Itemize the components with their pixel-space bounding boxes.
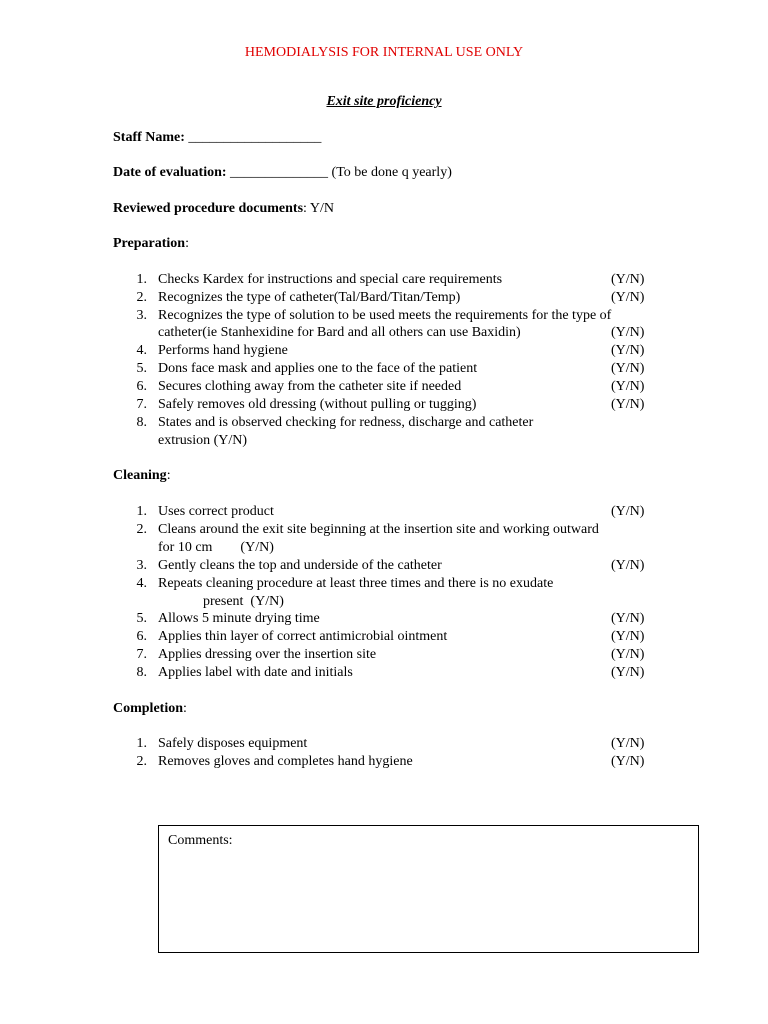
yn-marker: (Y/N) bbox=[611, 290, 645, 305]
preparation-colon: : bbox=[185, 236, 189, 251]
list-item-continuation: present (Y/N) bbox=[203, 594, 284, 609]
list-item-number: 6. bbox=[136, 379, 147, 394]
preparation-heading: Preparation bbox=[113, 236, 186, 251]
list-item-number: 3. bbox=[136, 308, 147, 323]
list-item-continuation: for 10 cm (Y/N) bbox=[158, 540, 274, 555]
list-item-number: 8. bbox=[136, 415, 147, 430]
list-item: Applies thin layer of correct antimicrobial ointment bbox=[158, 629, 448, 644]
yn-marker: (Y/N) bbox=[611, 361, 645, 376]
list-item-number: 1. bbox=[136, 272, 147, 287]
yn-marker: (Y/N) bbox=[611, 736, 645, 751]
section-completion bbox=[113, 701, 187, 717]
completion-colon: : bbox=[183, 701, 187, 716]
document-title: Exit site proficiency bbox=[326, 94, 442, 109]
list-item-number: 1. bbox=[136, 736, 147, 751]
list-item-number: 4. bbox=[136, 576, 147, 591]
list-item: Allows 5 minute drying time bbox=[158, 611, 320, 626]
list-item: Recognizes the type of solution to be used meets the requirements for the type of bbox=[158, 308, 612, 323]
list-item-number: 5. bbox=[136, 361, 147, 376]
list-item-number: 2. bbox=[136, 522, 147, 537]
list-item: Dons face mask and applies one to the face of the patient bbox=[158, 361, 478, 376]
yn-marker: (Y/N) bbox=[611, 647, 645, 662]
list-item: States and is observed checking for redness, discharge and catheter bbox=[158, 415, 534, 430]
list-item: Applies label with date and initials bbox=[158, 665, 353, 680]
list-item: Uses correct product bbox=[158, 504, 274, 519]
list-item: Gently cleans the top and underside of the catheter bbox=[158, 558, 442, 573]
reviewed-value: : Y/N bbox=[303, 201, 335, 216]
cleaning-colon: : bbox=[166, 468, 171, 483]
yn-marker: (Y/N) bbox=[611, 558, 645, 573]
list-item: Performs hand hygiene bbox=[158, 343, 288, 358]
staff-name-label: Staff Name: bbox=[113, 130, 185, 145]
yn-marker: (Y/N) bbox=[611, 343, 645, 358]
reviewed-procedure-field bbox=[113, 201, 334, 217]
list-item: Cleans around the exit site beginning at the insertion site and working outward bbox=[158, 522, 599, 537]
list-item-continuation: extrusion (Y/N) bbox=[158, 433, 248, 448]
list-item-number: 7. bbox=[136, 397, 147, 412]
date-of-evaluation-field bbox=[113, 165, 452, 181]
list-item-number: 1. bbox=[136, 504, 147, 519]
section-preparation bbox=[113, 236, 189, 252]
list-item-number: 2. bbox=[136, 754, 147, 769]
list-item-number: 4. bbox=[136, 343, 147, 358]
list-item: Secures clothing away from the catheter site if needed bbox=[158, 379, 462, 394]
yn-marker: (Y/N) bbox=[611, 504, 645, 519]
comments-box[interactable] bbox=[158, 825, 699, 953]
yn-marker: (Y/N) bbox=[611, 397, 645, 412]
list-item: Safely disposes equipment bbox=[158, 736, 308, 751]
list-item-number: 7. bbox=[136, 647, 147, 662]
section-cleaning bbox=[113, 468, 171, 484]
completion-heading: Completion bbox=[113, 701, 183, 716]
cleaning-heading: Cleaning bbox=[113, 468, 167, 483]
yn-marker: (Y/N) bbox=[611, 272, 645, 287]
list-item-number: 8. bbox=[136, 665, 147, 680]
yn-marker: (Y/N) bbox=[611, 325, 645, 340]
comments-label: Comments: bbox=[168, 833, 233, 848]
reviewed-label: Reviewed procedure documents bbox=[113, 201, 304, 216]
yn-marker: (Y/N) bbox=[611, 629, 645, 644]
list-item: Recognizes the type of catheter(Tal/Bard/Titan/Temp) bbox=[158, 290, 461, 305]
list-item-number: 5. bbox=[136, 611, 147, 626]
document-header: HEMODIALYSIS FOR INTERNAL USE ONLY bbox=[244, 45, 524, 60]
date-label: Date of evaluation: bbox=[113, 165, 227, 180]
list-item: Repeats cleaning procedure at least three times and there is no exudate bbox=[158, 576, 554, 591]
list-item-number: 2. bbox=[136, 290, 147, 305]
date-note: (To be done q yearly) bbox=[331, 165, 452, 180]
yn-marker: (Y/N) bbox=[611, 379, 645, 394]
staff-name-blank: ___________________ bbox=[188, 130, 322, 145]
list-item: Safely removes old dressing (without pulling or tugging) bbox=[158, 397, 477, 412]
list-item: Removes gloves and completes hand hygiene bbox=[158, 754, 413, 769]
list-item: Checks Kardex for instructions and special care requirements bbox=[158, 272, 503, 287]
list-item-number: 6. bbox=[136, 629, 147, 644]
yn-marker: (Y/N) bbox=[611, 665, 645, 680]
list-item-continuation: catheter(ie Stanhexidine for Bard and all others can use Baxidin) bbox=[158, 325, 521, 340]
yn-marker: (Y/N) bbox=[611, 611, 645, 626]
date-blank: ______________ bbox=[230, 165, 329, 180]
yn-marker: (Y/N) bbox=[611, 754, 645, 769]
list-item: Applies dressing over the insertion site bbox=[158, 647, 377, 662]
list-item-number: 3. bbox=[136, 558, 147, 573]
staff-name-field bbox=[113, 130, 321, 146]
